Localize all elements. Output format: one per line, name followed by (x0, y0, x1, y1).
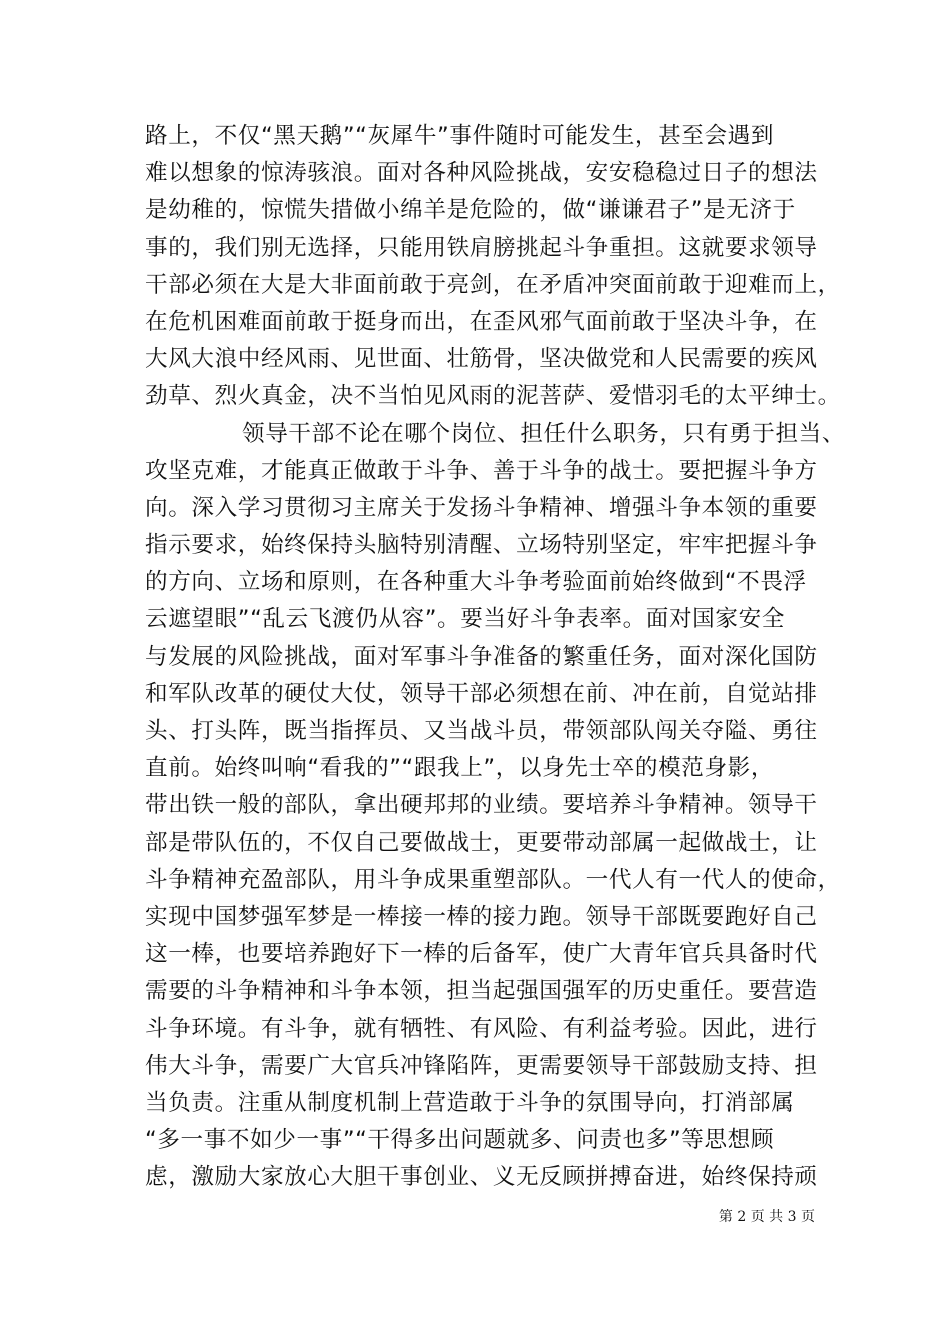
text-line: 斗争环境。有斗争，就有牺牲、有风险、有利益考验。因此，进行 (145, 1015, 818, 1042)
text-line: 部是带队伍的，不仅自己要做战士，更要带动部属一起做战士，让 (145, 829, 818, 856)
text-line: 路上，不仅“黑天鹅”“灰犀牛”事件随时可能发生，甚至会遇到 (145, 123, 775, 149)
text-line: 事的，我们别无选择，只能用铁肩膀挑起斗争重担。这就要求领导 (145, 234, 818, 261)
body-text (145, 118, 846, 1196)
text-line: 需要的斗争精神和斗争本领，担当起强国强军的历史重任。要营造 (145, 978, 818, 1005)
text-line: 这一棒，也要培养跑好下一棒的后备军，使广大青年官兵具备时代 (145, 941, 818, 968)
text-line: 斗争精神充盈部队，用斗争成果重塑部队。一代人有一代人的使命， (145, 866, 841, 893)
text-line: 伟大斗争，需要广大官兵冲锋陷阵，更需要领导干部鼓励支持、担 (145, 1052, 818, 1079)
text-line: 头、打头阵，既当指挥员、又当战斗员，带领部队闯关夺隘、勇往 (145, 718, 818, 744)
paragraph-first-line: 领导干部不论在哪个岗位、担任什么职务，只有勇于担当、 (242, 420, 846, 447)
text-line: 指示要求，始终保持头脑特别清醒、立场特别坚定，牢牢把握斗争 (145, 532, 818, 559)
text-line: 直前。始终叫响“看我的”“跟我上”，以身先士卒的模范身影， (145, 755, 775, 782)
text-line: 与发展的风险挑战，面对军事斗争准备的繁重任务，面对深化国防 (145, 643, 818, 670)
text-line: 向。深入学习贯彻习主席关于发扬斗争精神、增强斗争本领的重要 (145, 494, 818, 521)
text-line: 虑，激励大家放心大胆干事创业、义无反顾拼搏奋进，始终保持顽 (145, 1164, 818, 1191)
text-line: 劲草、烈火真金，决不当怕见风雨的泥菩萨、爱惜羽毛的太平绅士。 (145, 383, 841, 410)
text-line: 和军队改革的硬仗大仗，领导干部必须想在前、冲在前，自觉站排 (145, 680, 818, 707)
text-line: 难以想象的惊涛骇浪。面对各种风险挑战，安安稳稳过日子的想法 (145, 160, 818, 187)
text-line: “多一事不如少一事”“干得多出问题就多、问责也多”等思想顾 (145, 1127, 775, 1154)
page-number: 第 2 页 共 3 页 (718, 1209, 815, 1225)
text-line: 当负责。注重从制度机制上营造敢于斗争的氛围导向，打消部属 (145, 1089, 795, 1116)
text-line: 大风大浪中经风雨、见世面、壮筋骨，坚决做党和人民需要的疾风 (145, 346, 818, 373)
text-line: 干部必须在大是大非面前敢于亮剑，在矛盾冲突面前敢于迎难而上， (145, 271, 841, 298)
text-line: 攻坚克难，才能真正做敢于斗争、善于斗争的战士。要把握斗争方 (145, 457, 818, 484)
text-line: 的方向、立场和原则，在各种重大斗争考验面前始终做到“不畏浮 (145, 569, 807, 596)
text-line: 实现中国梦强军梦是一棒接一棒的接力跑。领导干部既要跑好自己 (145, 903, 818, 930)
text-line: 在危机困难面前敢于挺身而出，在歪风邪气面前敢于坚决斗争，在 (145, 308, 818, 335)
text-line: 是幼稚的，惊慌失措做小绵羊是危险的，做“谦谦君子”是无济于 (145, 197, 796, 224)
text-line: 云遮望眼”“乱云飞渡仍从容”。要当好斗争表率。面对国家安全 (145, 606, 785, 633)
text-line: 带出铁一般的部队，拿出硬邦邦的业绩。要培养斗争精神。领导干 (145, 792, 818, 819)
